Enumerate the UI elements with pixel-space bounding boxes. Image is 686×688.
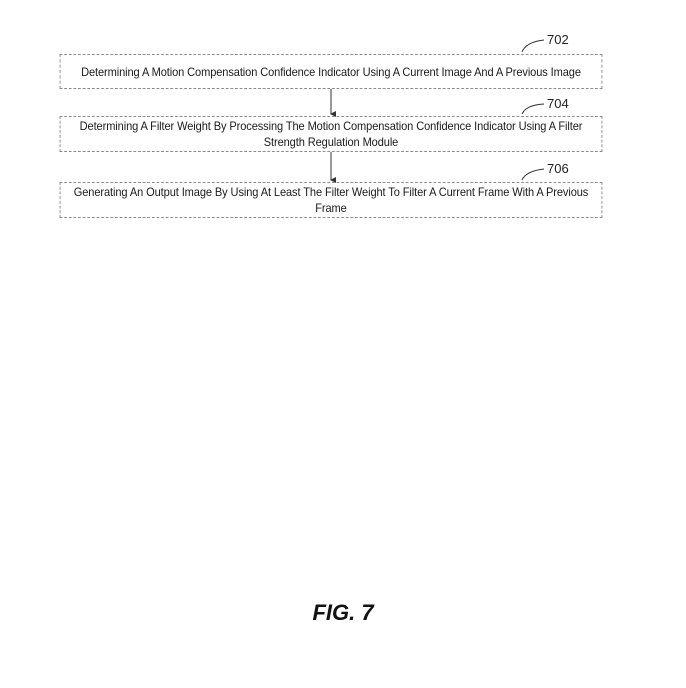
step-box-702	[60, 54, 603, 89]
leader-702	[522, 40, 544, 52]
step-text-706: Generating An Output Image By Using At Least The Filter Weight To Filter A Current Frame With A Previous Frame	[73, 185, 589, 215]
leader-706	[522, 169, 544, 180]
step-text-702: Determining A Motion Compensation Confidence Indicator Using A Current Image And A Previous Image	[81, 64, 581, 79]
ref-numeral-702: 702	[547, 32, 569, 47]
figure-label: FIG. 7	[312, 600, 374, 625]
ref-numeral-706: 706	[547, 161, 569, 176]
step-box-704	[60, 116, 603, 152]
leader-704	[522, 104, 544, 114]
step-text-704: Determining A Filter Weight By Processing The Motion Compensation Confidence Indicator Using A Filter Strength Regulation Module	[79, 119, 583, 149]
ref-numeral-704: 704	[547, 96, 569, 111]
step-box-706	[60, 182, 603, 218]
